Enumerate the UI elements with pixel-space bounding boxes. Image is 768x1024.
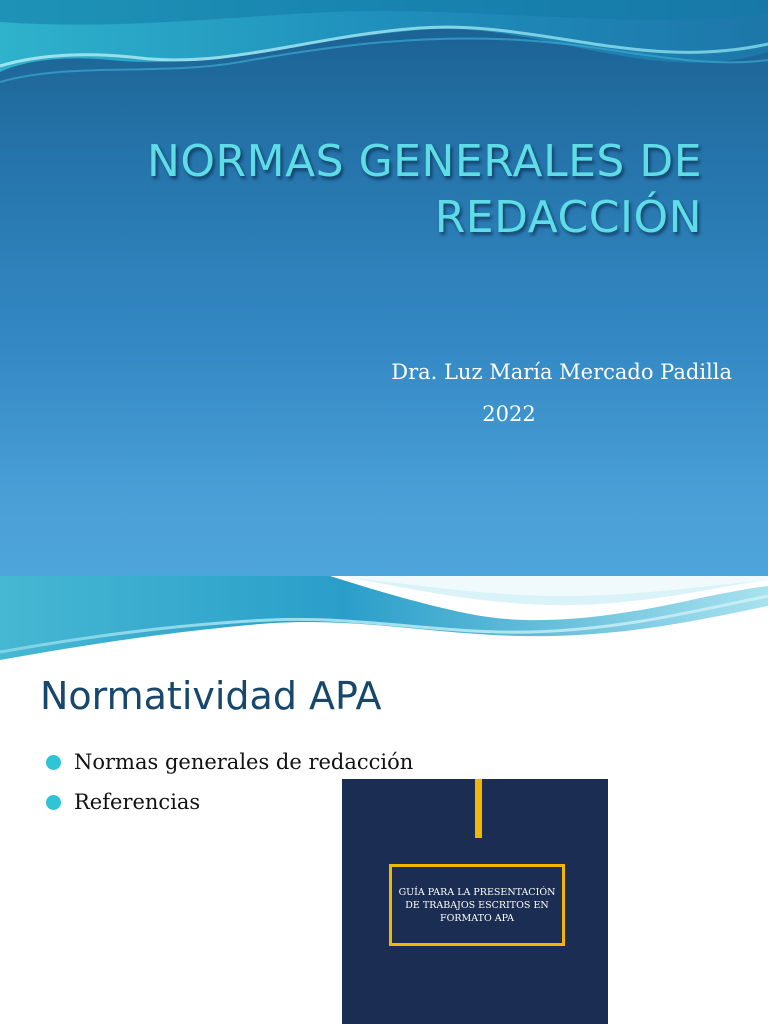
book-cover-image [342, 779, 608, 1024]
author-name: Dra. Luz María Mercado Padilla [391, 360, 732, 384]
bookmark-ribbon [475, 779, 482, 838]
list-item [46, 744, 413, 784]
bullet-text: Referencias [74, 790, 201, 814]
slide-heading: Normatividad APA [40, 674, 382, 718]
cover-title-frame [389, 864, 565, 946]
slide-title: NORMAS GENERALES DE REDACCIÓN [146, 136, 702, 243]
wave-decoration [0, 0, 768, 110]
wave-decoration [0, 576, 768, 668]
content-slide [0, 576, 768, 1024]
bullet-icon [46, 795, 61, 810]
bullet-text: Normas generales de redacción [74, 750, 414, 774]
presentation-year: 2022 [482, 402, 536, 426]
cover-title: GUÍA PARA LA PRESENTACIÓN DE TRABAJOS ESCRITOS EN FORMATO APA [398, 886, 556, 924]
bullet-icon [46, 755, 61, 770]
